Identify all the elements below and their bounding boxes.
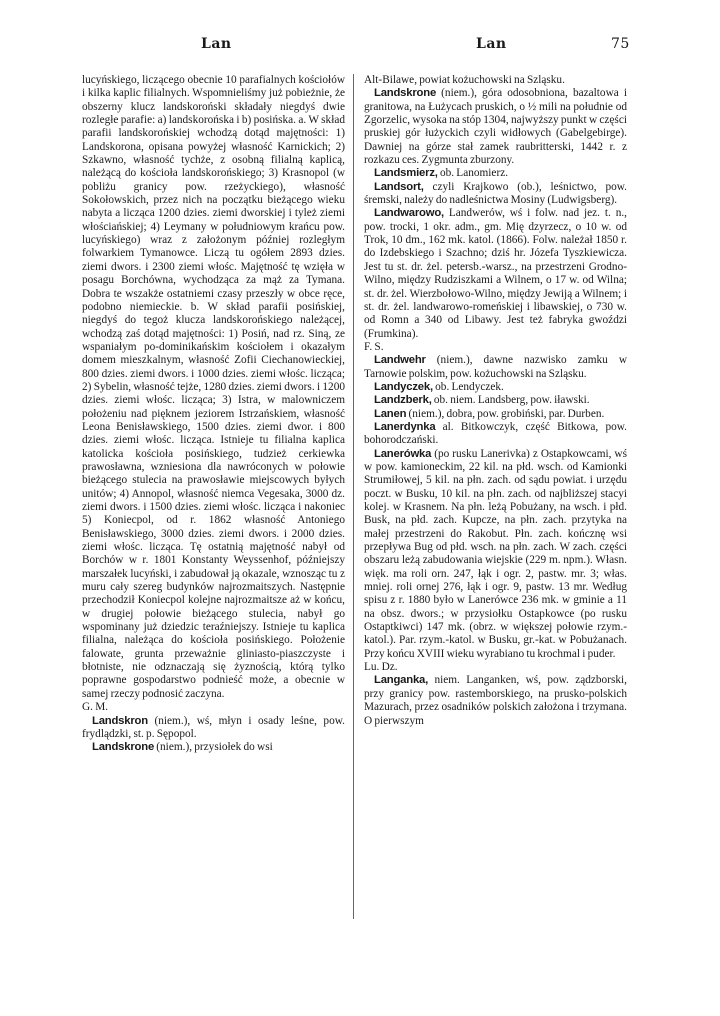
entry-headword: Lanerdynka xyxy=(374,420,436,433)
entry-body: ob. niem. Landsberg, pow. iławski. xyxy=(433,394,590,407)
entry-continuation-text: lucyńskiego, liczącego obecnie 10 parafialnych kościołów i kilka kaplic filialnych. Wspomnieliśmy już pobieżnie, że obszerny klucz landskoroński składały niegdyś dwie rozległe parafie: a) landskorońska i b) posińska. a. W skład parafii landskorońskiej wchodzą dotąd majętności: 1) Landskorona, opisana powyżej własność Karnickich; 2) Szkawno, własność tychże, z osobną filialną kaplicą, należącą do kościoła landskorońskiego; 3) Krasnopol (w pobliżu granicy pow. rzeżyckiego), własność Sokołowskich, przez nich na początku bieżącego wieku nabyta a licząca 1200 dzies. ziemi dworskiej i tyleż ziemi włościańskiej; 4) Leymany w południowym krańcu pow. lucyńskiego) wraz z założonym później rozległym folwarkiem Tymanowce. Liczą tu ogółem 2893 dzies. ziemi dwors. i 2300 ziemi włośc. Majętność tę wzięła w posagu Borchówna, wychodząca za mąż za Tymana. Dobra te wszakże ostatniemi czasy przeszły w obce ręce, podobno niemieckie. b. W skład parafii posińskiej, niegdyś do tegoż klucza landskorońskiego należącej, wchodzą zaś dotąd majętności: 1) Posiń, nad rz. Siną, ze wspaniałym po-dominikańskim kościołem i okazałym domem mieszkalnym, własność Zofii Ciechanowieckiej, 800 dzies. ziemi dwors. i 1000 dzies. ziemi włośc. licząca; 2) Sybelin, własność tejże, 1280 dzies. ziemi dwors. i 1200 dzies. ziemi włośc. licząca; 3) Istra, w malowniczem położeniu nad pięknem jeziorem Istrzańskiem, własność Leona Benisławskiego, 1500 dzies. ziemi dwor. i 800 dzies. ziemi włośc. licząca. Istnieje tu filialna kaplica katolicka kościoła posińskiego, tudzież cerkiewka prawosławna, wzniesiona dla nawróconych w połowie bieżącego stulecia na prawosławie miejscowych byłych unitów; 4) Annopol, własność niemca Vegesaka, 3000 dz. ziemi dwors. i 1500 dzies. ziemi włośc. licząca i nakoniec 5) Koniecpol, od r. 1862 własność Antoniego Benisławskiego, 3000 dzies. ziemi dwors. i 2000 dzies. ziemi włośc. licząca. Tę ostatnią majętność nabył od Borchów w r. 1801 Konstanty Weyssenhof, późniejszy marszałek lucyński, i zabudował ją okazale, wznosząc tu z muru cały szereg budynków najrozmaitszych. Następnie przechodził Koniecpol kolejne najrozmaitsze aż w końcu, w drugiej połowie bieżącego stulecia, nabył go wspominany już dziedzic teraźniejszy. Istnieje tu kaplica filialna, należąca do kościoła posińskiego. Położenie falowate, grunta przeważnie gliniasto-piaszczyste i błotniste, nie odznaczają się żyznością, którą tylko poprawne gospodarstwo podnieść może, a obecnie w samej rzeczy podnosić zaczyna. xyxy=(82,74,345,700)
dictionary-entry xyxy=(364,394,627,407)
entry-body: niem. Langanken, wś, pow. ządzborski, przy granicy pow. rastemborskiego, na prusko-polskich Mazurach, przez osadników polskich założona i trzymana. O pierwszym xyxy=(364,674,627,727)
entry-headword: Landsort, xyxy=(374,180,424,193)
running-head-left: Lan xyxy=(201,36,232,52)
dictionary-entry xyxy=(364,421,627,448)
dictionary-entry xyxy=(82,715,345,742)
left-column xyxy=(82,74,345,755)
entry-headword: Landyczek, xyxy=(374,380,433,393)
entry-body: (niem.), wś, młyn i osady leśne, pow. frydlądzki, st. p. Sępopol. xyxy=(82,714,345,740)
dictionary-entry xyxy=(82,741,345,754)
entry-headword: Langanka, xyxy=(374,674,429,687)
entry-continuation-text: Alt-Bilawe, powiat kożuchowski na Szląsku. xyxy=(364,74,565,86)
dictionary-entry xyxy=(364,674,627,727)
entry-headword: Landwehr xyxy=(374,354,426,367)
entry-body: (niem.), dawne nazwisko zamku w Tarnowie polskim, pow. kożuchowski na Szląsku. xyxy=(364,354,627,380)
entry-headword: Landsmierz, xyxy=(374,167,438,180)
entry-body: al. Bitkowczyk, część Bitkowa, pow. bohorodczański. xyxy=(364,420,627,447)
dictionary-entry xyxy=(364,448,627,662)
column-divider xyxy=(353,74,354,919)
entry-body: ob. Lendyczek. xyxy=(435,380,504,393)
entry-headword: Landskron xyxy=(92,714,148,727)
entry-headword: Landzberk, xyxy=(374,394,432,407)
dictionary-entry xyxy=(364,381,627,394)
entry-body: (niem.), dobra, pow. grobiński, par. Durben. xyxy=(408,407,605,420)
dictionary-entry xyxy=(364,408,627,421)
dictionary-entry xyxy=(364,167,627,180)
entry-signature: G. M. xyxy=(82,701,109,714)
dictionary-entry xyxy=(364,207,627,340)
dictionary-entry xyxy=(364,354,627,381)
dictionary-entry xyxy=(364,181,627,208)
entry-body: Landwerów, wś i folw. nad jez. t. n., pow. trocki, 1 okr. adm., gm. Mię dzyrzecz, o 10 w. od Trok, 10 dm., 162 mk. katol. (1866). Folw. należał 1850 r. do Izdebskiego i Szachno; dziś hr. Józefa Tyszkiewicza. Jest tu st. dr. żel. petersb.-warsz., na przestrzeni Grodno-Wilno, między Rudziszkami a Wilnem, o 17 w. od Wilna; st. dr. żel. Wierzbołowo-Wilno, między Jewiją a Wilnem; i st. dr. żel. landwarowo-romeńskiej i libawskiej, o 730 w. od Romn a 340 od Libawy. Jest też fabryka gwoździ (Frumkina). xyxy=(364,207,627,340)
running-head-center: Lan xyxy=(476,36,507,52)
entry-body: (po rusku Lanerivka) z Ostapkowcami, wś w pow. kamioneckim, 22 kil. na płd. wsch. od Kamionki Strumiłowej, 5 kil. na płn. zach. od sądu powiat. i urzędu poczt. w Busku, 10 kil. na płn. zach. od najbliższej stacyi kolej. w Krasnem. Na płn. leżą Pobużany, na wsch. i płd. Busk, na płd. zach. Kupcze, na płn. zach. przytyka na małej przestrzeni do Rakobut. Płn. zach. kończnę wsi przepływa Bug od płd. wsch. na płn. zach. W zach. części obszaru leżą zabudowania wiejskie (229 m. npm.). Własn. więk. ma roli orn. 247, łąk i ogr. 2, pastw. mr. 3; włas. mniej. roli ornej 276, łąk i ogr. 9, pastw. 13 mr. Według spisu z r. 1880 było w Lanerówce 236 mk. w gminie a 11 na obsz. dwors.; w przysiołku Ostapkowce (po rusku Ostaptkiwci) 147 mk. (obrz. w większej połowie rzym.-katol.). Par. rzym.-katol. w Busku, gr.-kat. w Pobużanach. Przy końcu XVIII wieku wyrabiano tu krochmal i puder. xyxy=(364,447,627,660)
entry-body: (niem.), przysiołek do wsi xyxy=(156,741,273,754)
entry-body: ob. Lanomierz. xyxy=(439,167,509,180)
entry-headword: Landskrone xyxy=(92,741,155,754)
entry-body: (niem.), góra odosobniona, bazaltowa i granitowa, na Łużycach pruskich, o ½ mili na południe od Zgorzelic, wysoka na stóp 1304, najwyższy punkt w części pruskiej gór łużyckich czyli widłowych (Gabelgebirge). Dawniej na górze stał zamek raubritterski, 1442 r. z rozkazu ces. Zygmunta zburzony. xyxy=(364,87,628,167)
dictionary-entry xyxy=(364,87,627,167)
entry-signature: F. S. xyxy=(364,340,384,353)
entry-headword: Landskrone xyxy=(374,87,437,100)
page-number: 75 xyxy=(611,36,630,52)
entry-headword: Lanerówka xyxy=(374,447,432,460)
entry-headword: Lanen xyxy=(374,407,407,420)
entry-signature: Lu. Dz. xyxy=(364,661,398,674)
entry-headword: Landwarowo, xyxy=(374,207,444,220)
right-column xyxy=(364,74,627,728)
entry-body: czyli Krajkowo (ob.), leśnictwo, pow. śremski, należy do nadleśnictwa Mosiny (Ludwigsberg). xyxy=(364,180,627,207)
